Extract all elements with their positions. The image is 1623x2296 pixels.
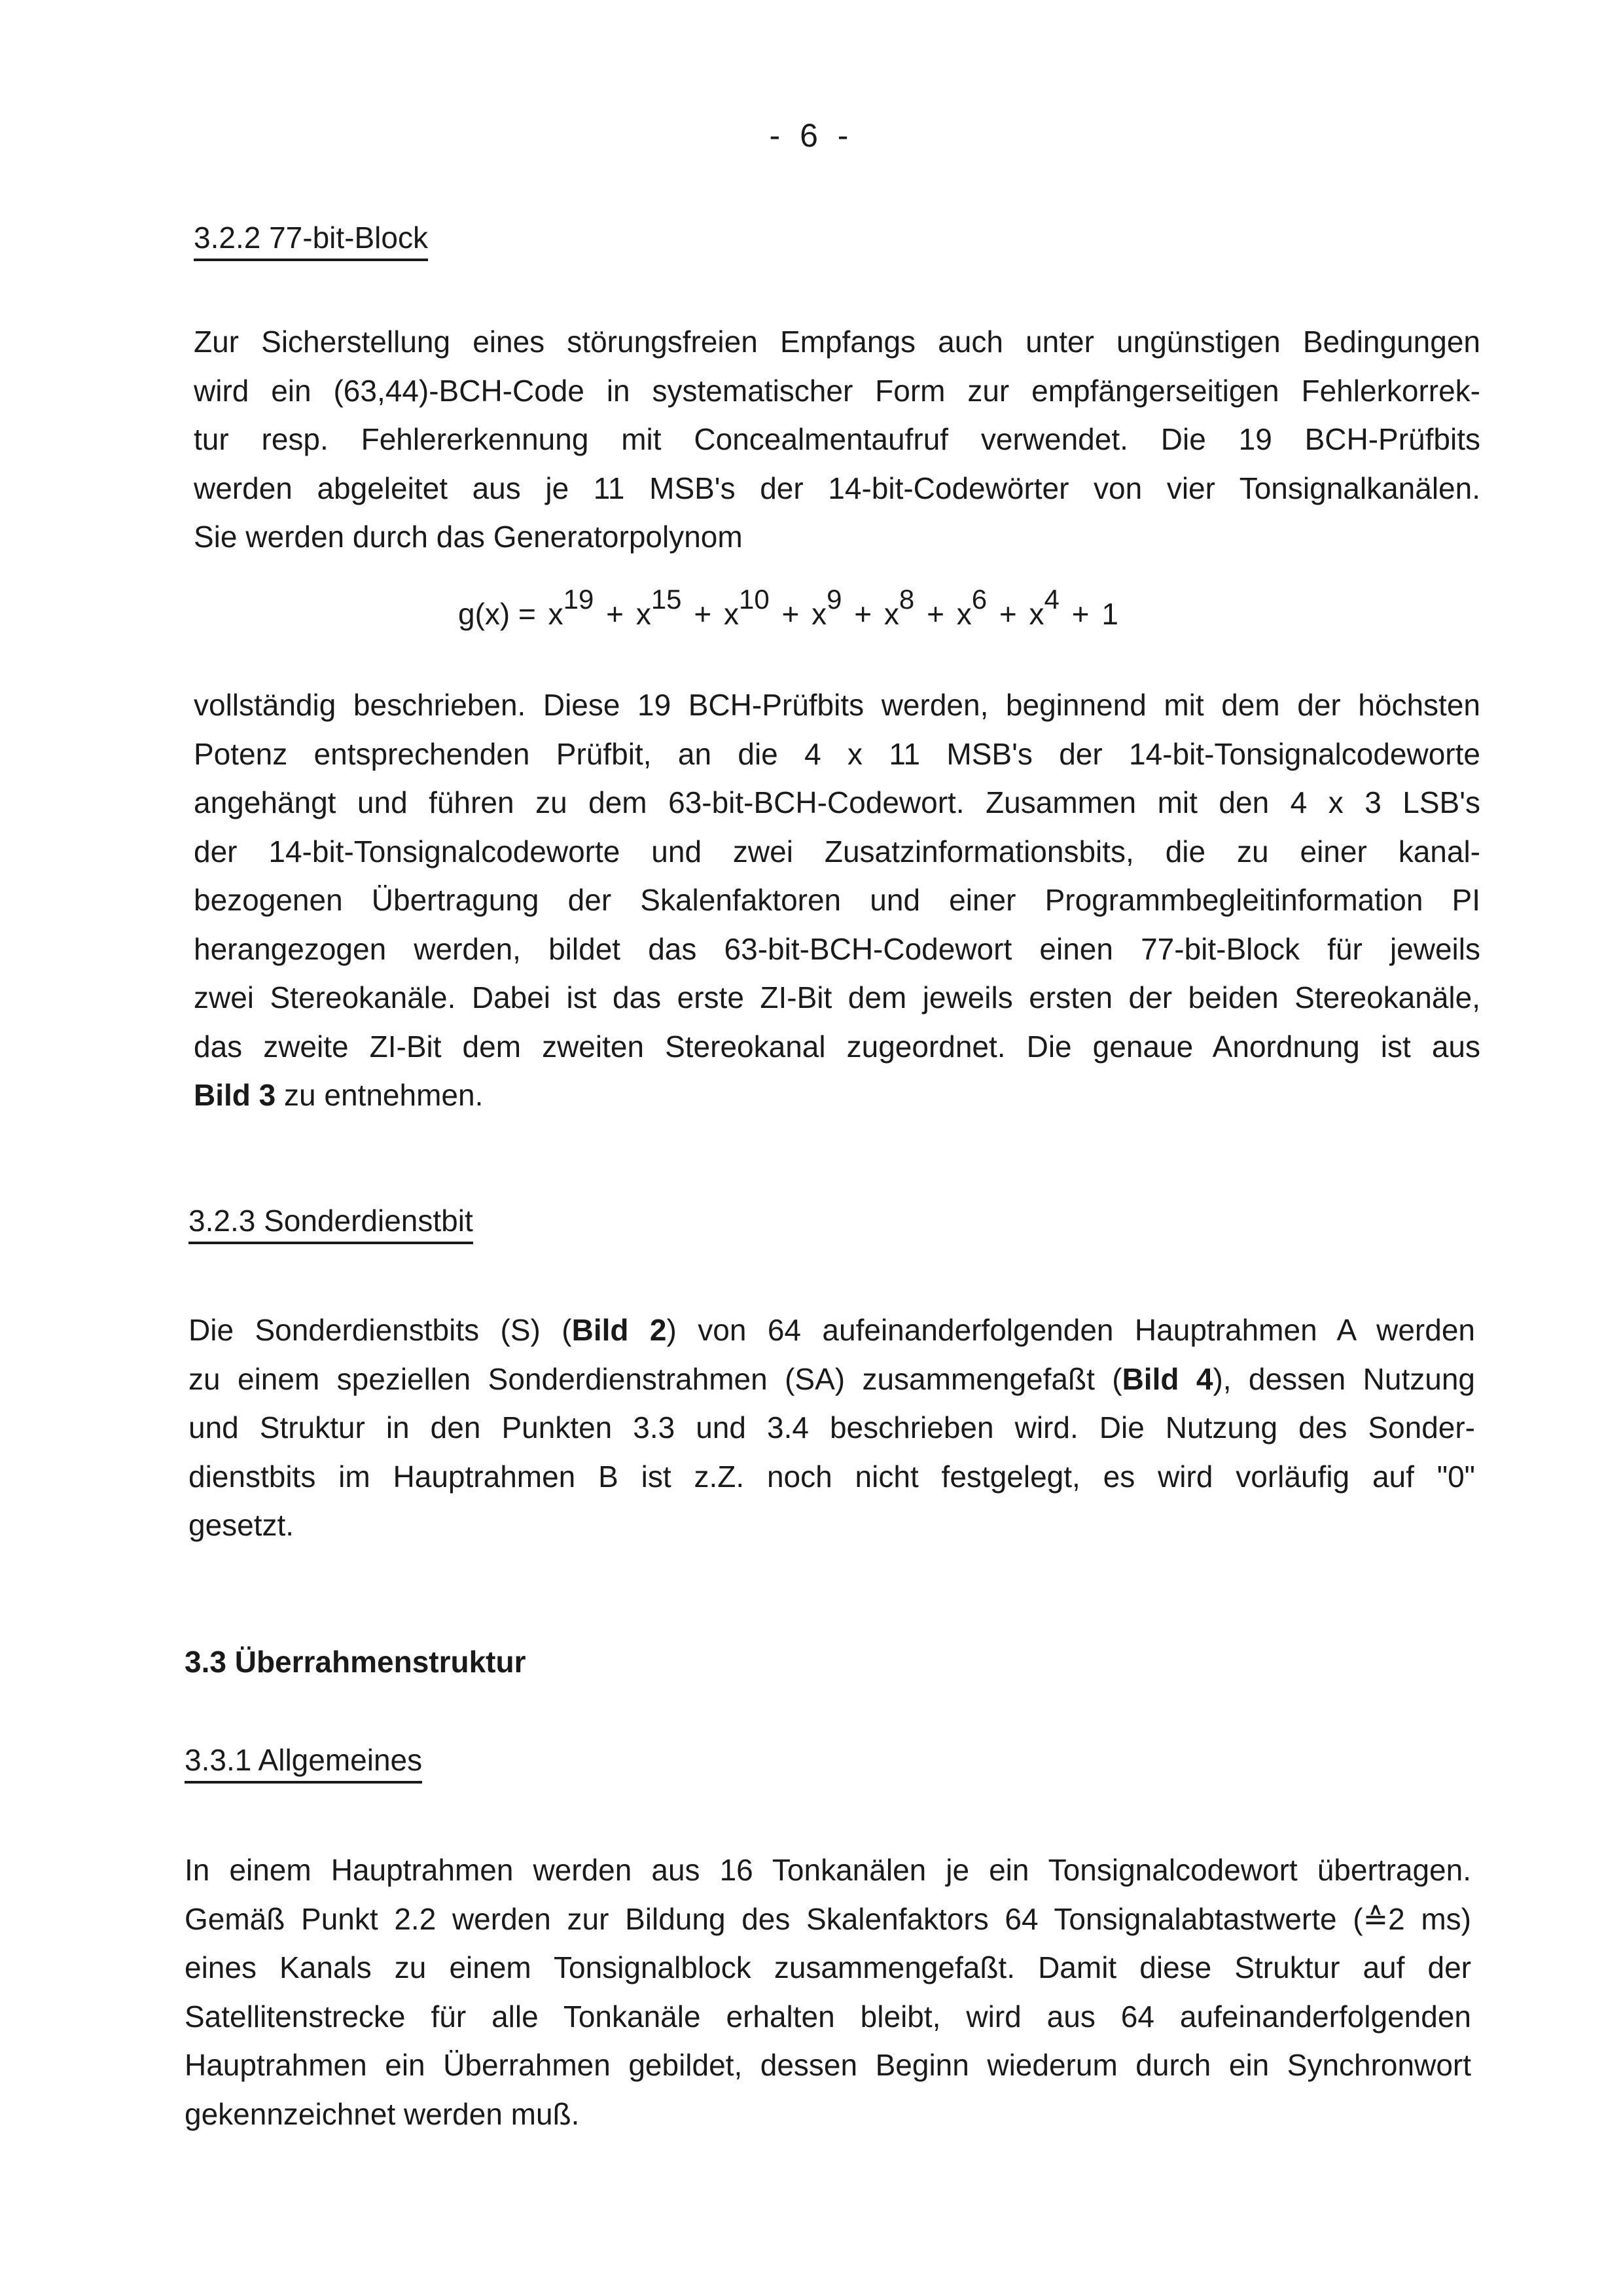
paragraph-bch-intro: [194, 317, 1480, 562]
text-line: tur resp. Fehlererkennung mit Concealmentaufruf verwendet. Die 19 BCH-Prüfbits: [194, 422, 1480, 456]
formula-base: x: [635, 597, 651, 632]
text-fragment: zu entnehmen.: [276, 1078, 484, 1112]
text-fragment: Die Sonderdienstbits (S) (: [188, 1313, 572, 1347]
generator-polynomial-formula: [458, 584, 1122, 632]
formula-plus: +: [606, 597, 624, 632]
text-fragment: zu einem speziellen Sonderdienstrahmen (SA) zusammengefaßt (: [188, 1361, 1122, 1396]
heading-text: 3.3.1 Allgemeines: [185, 1743, 422, 1784]
text-line: Sie werden durch das Generatorpolynom: [194, 520, 743, 554]
section-heading-3-2-2: [194, 220, 428, 255]
text-line: der 14-bit-Tonsignalcodeworte und zwei Zusatzinformationsbits, die zu einer kanal-: [194, 834, 1480, 869]
text-fragment: ), dessen Nutzung: [1213, 1361, 1475, 1396]
text-line: eines Kanals zu einem Tonsignalblock zusammengefaßt. Damit diese Struktur auf der: [185, 1950, 1471, 1984]
formula-exponent: 10: [738, 584, 770, 615]
text-line: und Struktur in den Punkten 3.3 und 3.4 beschrieben wird. Die Nutzung des Sonder-: [188, 1410, 1475, 1444]
figure-reference-bild-4: Bild 4: [1122, 1361, 1213, 1396]
formula-base: x: [956, 597, 972, 632]
text-line: In einem Hauptrahmen werden aus 16 Tonkanälen je ein Tonsignalcodewort übertragen.: [185, 1853, 1471, 1887]
section-heading-3-2-3: [188, 1203, 473, 1238]
heading-text: 3.2.2 77-bit-Block: [194, 221, 428, 261]
page-number: - 6 -: [769, 117, 854, 154]
section-heading-3-3: [185, 1644, 526, 1679]
text-line: bezogenen Übertragung der Skalenfaktoren und einer Programmbegleitinformation PI: [194, 883, 1480, 917]
formula-plus: +: [854, 597, 872, 632]
text-line: Zur Sicherstellung eines störungsfreien Empfangs auch unter ungünstigen Bedingungen: [194, 325, 1480, 359]
figure-reference-bild-2: Bild 2: [571, 1313, 667, 1347]
formula-exponent: 6: [971, 584, 988, 615]
formula-base: x: [723, 597, 739, 632]
text-line: [188, 1306, 1475, 1355]
formula-constant: 1: [1101, 597, 1118, 632]
text-line: Potenz entsprechenden Prüfbit, an die 4 x 11 MSB's der 14-bit-Tonsignalcodeworte: [194, 736, 1480, 771]
text-line: angehängt und führen zu dem 63-bit-BCH-Codewort. Zusammen mit den 4 x 3 LSB's: [194, 785, 1480, 819]
paragraph-allgemeines: [185, 1846, 1471, 2138]
formula-exponent: 4: [1044, 584, 1060, 615]
text-line: dienstbits im Hauptrahmen B ist z.Z. noch nicht festgelegt, es wird vorläufig auf "0": [188, 1459, 1475, 1494]
formula-plus: +: [694, 597, 712, 632]
formula-exponent: 9: [827, 584, 842, 615]
text-line: Gemäß Punkt 2.2 werden zur Bildung des Skalenfaktors 64 Tonsignalabtastwerte (≙2 ms): [185, 1901, 1471, 1936]
text-line: gekennzeichnet werden muß.: [185, 2096, 580, 2131]
section-heading-3-3-1: [185, 1742, 422, 1778]
text-line: werden abgeleitet aus je 11 MSB's der 14-bit-Codewörter von vier Tonsignalkanälen.: [194, 471, 1480, 505]
text-line: Hauptrahmen ein Überrahmen gebildet, dessen Beginn wiederum durch ein Synchronwort: [185, 2048, 1471, 2082]
heading-text: 3.2.3 Sonderdienstbit: [188, 1204, 473, 1244]
text-line: [194, 1071, 1480, 1120]
text-line: herangezogen werden, bildet das 63-bit-BCH-Codewort einen 77-bit-Block für jeweils: [194, 931, 1480, 966]
heading-text: 3.3 Überrahmenstruktur: [185, 1645, 526, 1679]
figure-reference-bild-3: Bild 3: [194, 1078, 276, 1112]
formula-plus: +: [781, 597, 800, 632]
formula-base: x: [883, 597, 899, 632]
text-line: vollständig beschrieben. Diese 19 BCH-Prüfbits werden, beginnend mit dem der höchsten: [194, 688, 1480, 722]
formula-plus: +: [927, 597, 944, 632]
text-line: Satellitenstrecke für alle Tonkanäle erhalten bleibt, wird aus 64 aufeinanderfolgenden: [185, 1999, 1471, 2034]
text-line: wird ein (63,44)-BCH-Code in systematischer Form zur empfängerseitigen Fehlerkorrek-: [194, 373, 1480, 408]
formula-exponent: 19: [563, 584, 594, 615]
formula-base: x: [548, 597, 563, 632]
formula-plus: +: [1071, 597, 1090, 632]
formula-exponent: 8: [899, 584, 915, 615]
formula-base: x: [812, 597, 827, 632]
formula-lhs: g(x) =: [458, 597, 536, 632]
text-line: [188, 1355, 1475, 1404]
text-line: gesetzt.: [188, 1508, 294, 1542]
text-line: zwei Stereokanäle. Dabei ist das erste ZI-Bit dem jeweils ersten der beiden Stereokanäle,: [194, 980, 1480, 1014]
formula-exponent: 15: [651, 584, 682, 615]
text-line: das zweite ZI-Bit dem zweiten Stereokanal zugeordnet. Die genaue Anordnung ist aus: [194, 1029, 1480, 1064]
paragraph-bch-description: [194, 681, 1480, 1120]
paragraph-sonderdienstbit: [188, 1306, 1475, 1550]
formula-plus: +: [999, 597, 1017, 632]
formula-base: x: [1029, 597, 1044, 632]
text-fragment: ) von 64 aufeinanderfolgenden Hauptrahmen A werden: [666, 1313, 1475, 1347]
